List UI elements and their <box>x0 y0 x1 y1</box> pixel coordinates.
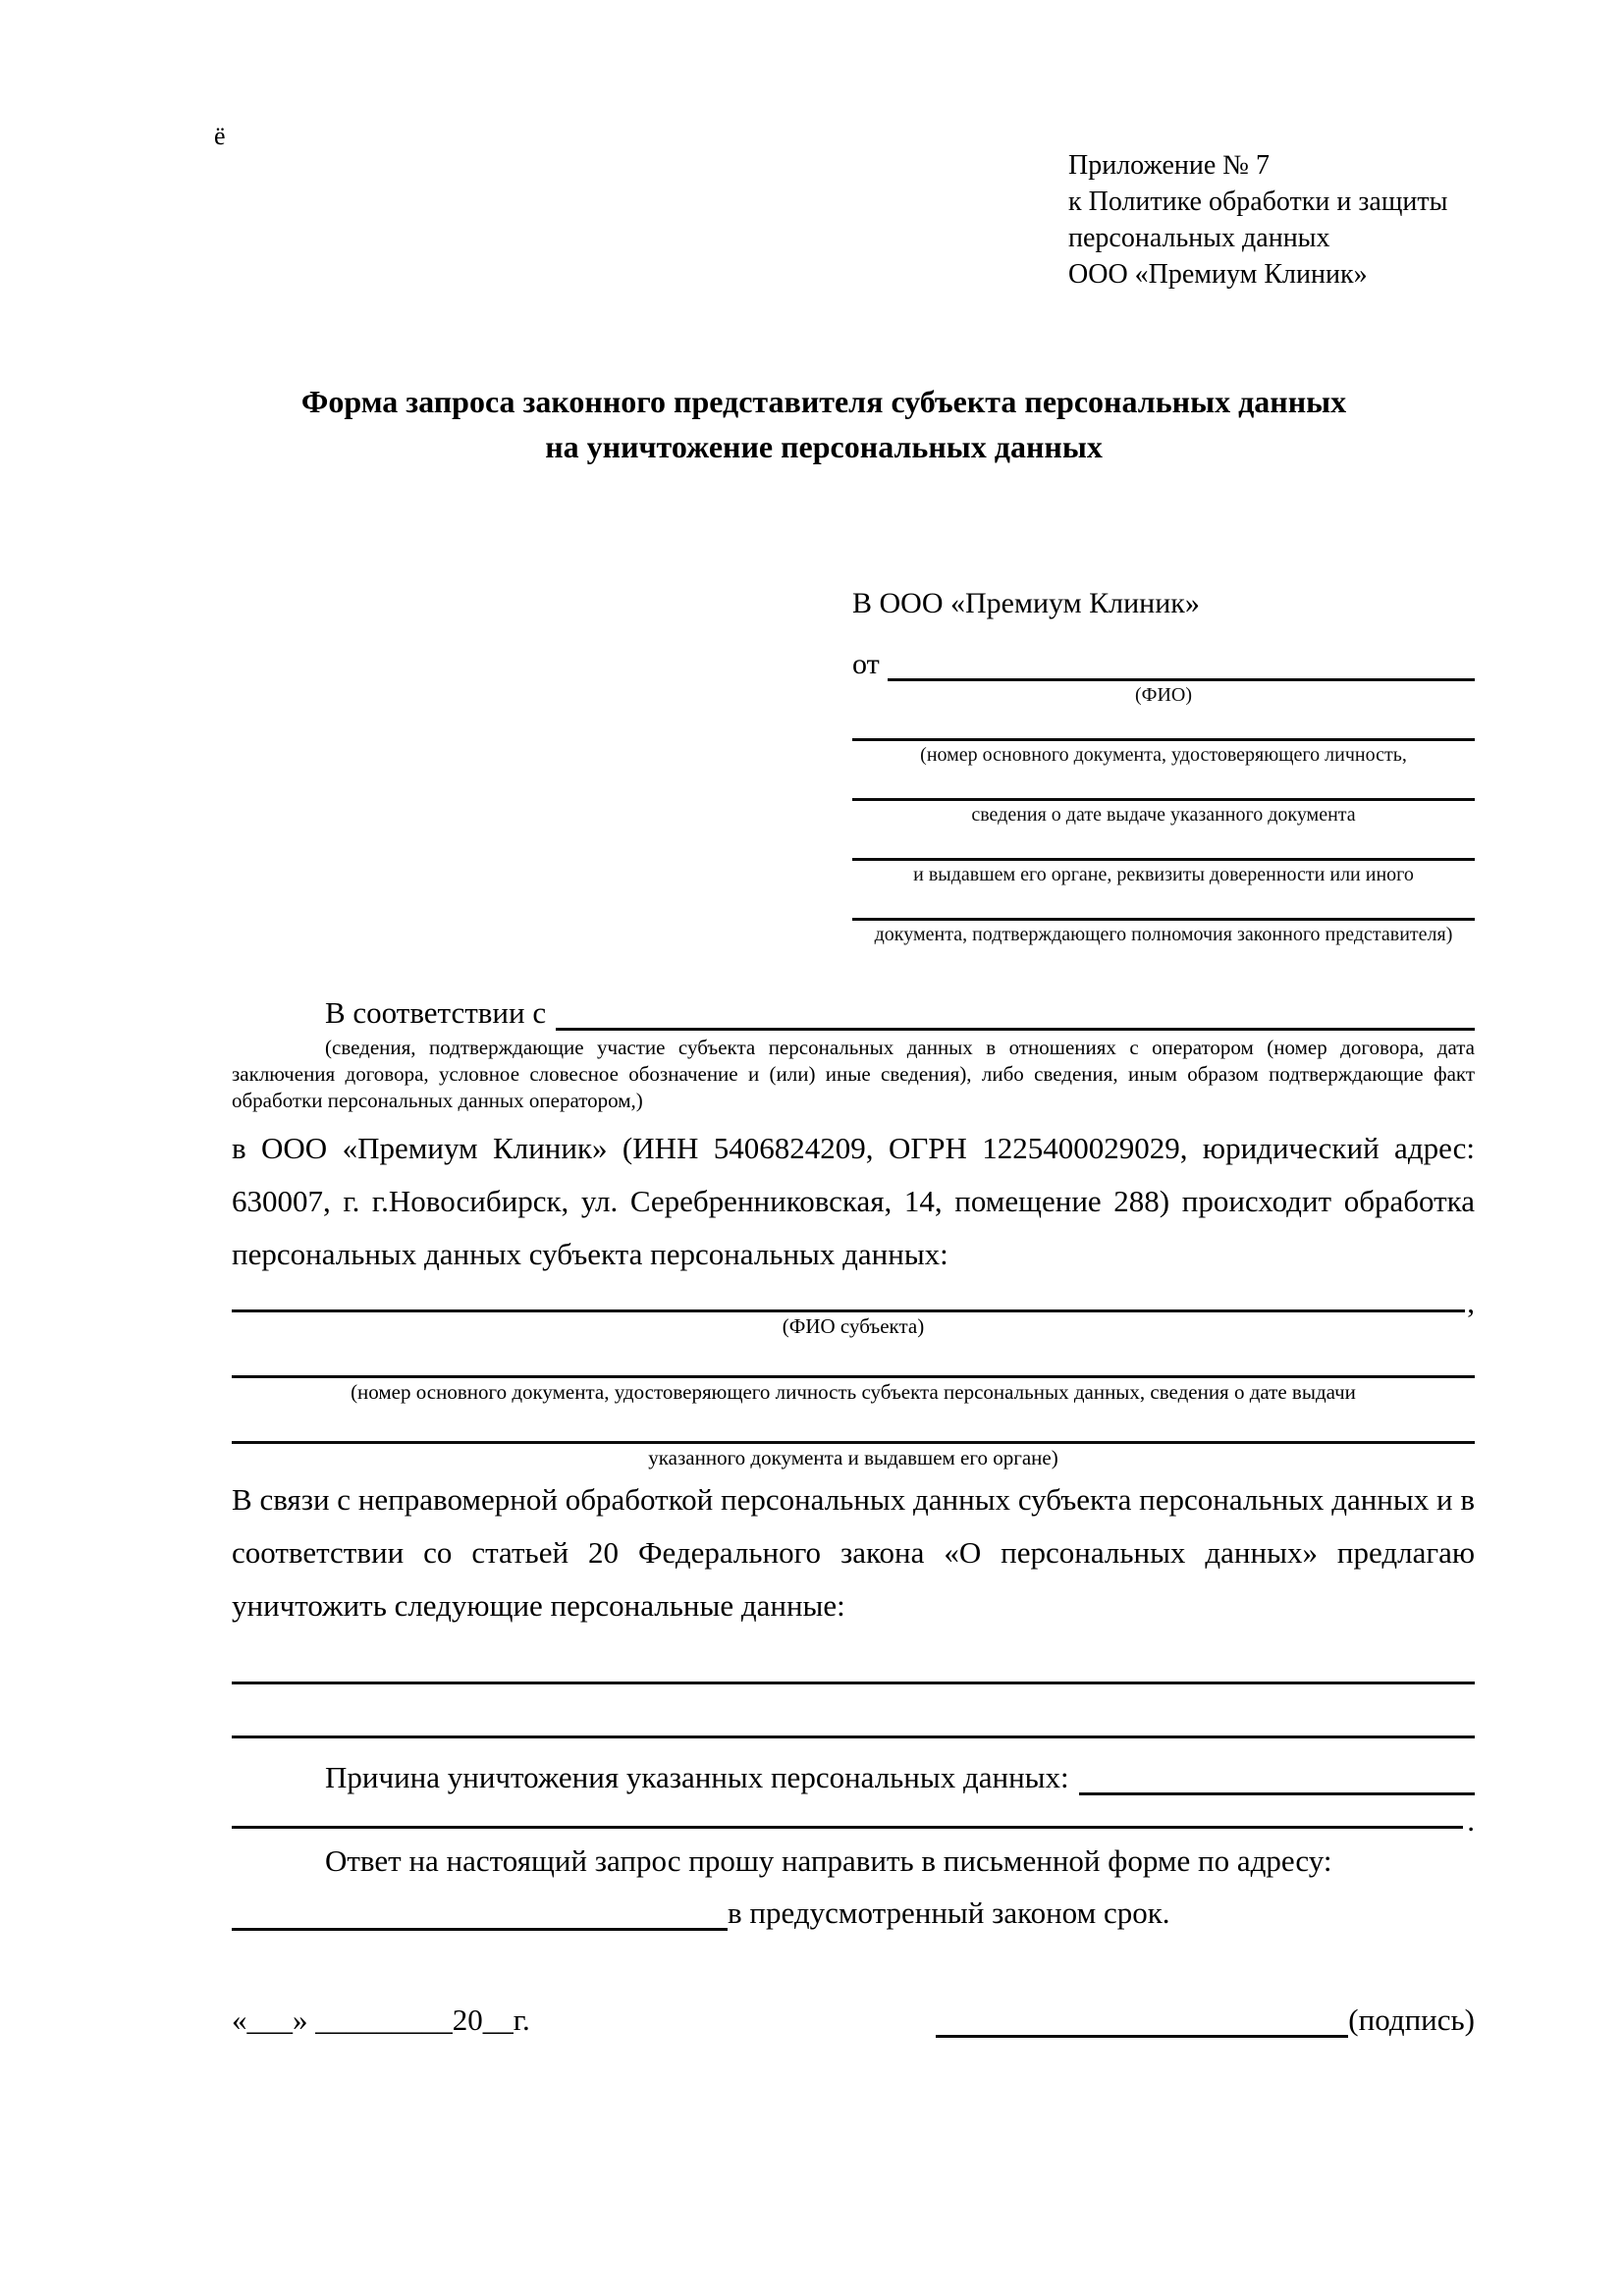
data-to-destroy-blank-line <box>232 1684 1475 1738</box>
appendix-line: персональных данных <box>1068 223 1330 253</box>
response-paragraph: Ответ на настоящий запрос прошу направить в письменной форме по адресу: <box>325 1843 1332 1878</box>
representative-doc-caption: документа, подтверждающего полномочия законного представителя) <box>874 924 1453 945</box>
response-address-row <box>232 1888 1475 1931</box>
reason-lead: Причина уничтожения указанных персональных данных: <box>325 1760 1069 1794</box>
addressee-organization: В ООО «Премиум Клиник» <box>852 587 1200 619</box>
representative-doc-blank-line <box>852 778 1475 801</box>
document-title <box>173 379 1475 469</box>
appendix-line: ООО «Премиум Клиник» <box>1068 259 1368 290</box>
signature-caption: (подпись) <box>1348 2002 1475 2037</box>
trailing-period: . <box>1467 1803 1475 1838</box>
demand-paragraph: В связи с неправомерной обработкой персональных данных субъекта персональных данных и в соответствии со статьей 20 Федерального закона «О персональных данных» предлагаю уничтожить следующие персональные данные: <box>232 1482 1475 1623</box>
representative-doc-blank-line <box>852 719 1475 741</box>
appendix-line: Приложение № 7 <box>1068 150 1270 181</box>
appendix-line: к Политике обработки и защиты <box>1068 187 1448 217</box>
accordance-footnote: (сведения, подтверждающие участие субъекта персональных данных в отношениях с оператором (номер договора, дата заключения договора, условное словесное обозначение и (или) иные сведения), либо сведения, иным образом подтверждающие факт обработки персональных данных оператором,) <box>232 1036 1475 1112</box>
fio-caption: (ФИО) <box>1134 684 1192 706</box>
appendix-block <box>1068 147 1475 293</box>
response-tail-text: в предусмотренный законом срок. <box>728 1896 1170 1930</box>
reason-continuation-blank-line <box>232 1826 1463 1829</box>
subject-doc-blank-line <box>232 1421 1475 1444</box>
date-field: «___» _________20__г. <box>232 2002 530 2037</box>
from-blank-line <box>888 678 1475 681</box>
accordance-field-row <box>232 988 1475 1031</box>
subject-doc-caption: (номер основного документа, удостоверяющего личность субъекта персональных данных, сведения о дате выдачи <box>351 1380 1356 1404</box>
subject-fio-blank-line <box>232 1309 1465 1312</box>
accordance-lead: В соответствии с <box>325 995 547 1030</box>
signature-blank-line <box>936 2000 1348 2038</box>
title-line-2: на уничтожение персональных данных <box>545 429 1103 464</box>
reason-continuation-row <box>232 1799 1475 1838</box>
addressee-block <box>852 585 1475 946</box>
data-to-destroy-blank-line <box>232 1640 1475 1684</box>
subject-doc-blank-line <box>232 1356 1475 1378</box>
subject-fio-caption: (ФИО субъекта) <box>782 1314 925 1338</box>
accordance-blank-line <box>556 1028 1475 1031</box>
stray-char: ё <box>214 122 226 150</box>
representative-doc-caption: и выдавшем его органе, реквизиты доверенности или иного <box>913 864 1414 885</box>
reason-field-row <box>232 1754 1475 1795</box>
representative-doc-caption: (номер основного документа, удостоверяющего личность, <box>920 744 1407 766</box>
from-label: от <box>852 648 880 680</box>
subject-fio-blank-row <box>232 1285 1475 1319</box>
signature-group <box>936 2000 1475 2038</box>
date-signature-row <box>232 2000 1475 2038</box>
representative-doc-caption: сведения о дате выдаче указанного документа <box>971 804 1356 826</box>
subject-doc-caption: указанного документа и выдавшем его органе) <box>648 1446 1058 1469</box>
representative-doc-blank-line <box>852 838 1475 861</box>
operator-paragraph: в ООО «Премиум Клиник» (ИНН 5406824209, ОГРН 1225400029029, юридический адрес: 630007, г. г.Новосибирск, ул. Серебренниковская, 14, помещение 288) происходит обработка персональных данных субъекта персональных данных: <box>232 1131 1475 1271</box>
from-field-row <box>852 640 1475 681</box>
trailing-comma: , <box>1467 1285 1475 1319</box>
representative-doc-blank-line <box>852 898 1475 921</box>
address-blank-line <box>232 1893 728 1931</box>
title-line-1: Форма запроса законного представителя субъекта персональных данных <box>300 384 1347 419</box>
reason-blank-line <box>1079 1792 1475 1795</box>
